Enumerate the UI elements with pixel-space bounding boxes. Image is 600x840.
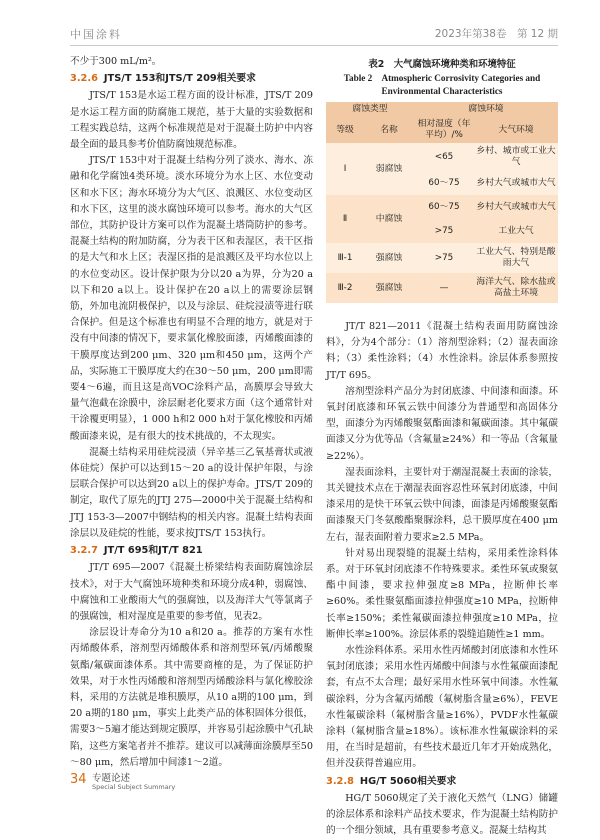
table-cell-atm: 工业大气: [474, 219, 558, 243]
table-caption-en: [326, 72, 558, 97]
table-cell-rh: 60～75: [414, 171, 474, 195]
paragraph: JTS/T 153是水运工程方面的设计标准，JTS/T 209是水运工程方面的防腐施工规范，基于大量的实验数据和工程实践总结，这两个标准规范是对于混凝土防护中内容最全面的最具参考价值防腐蚀规范标准。: [70, 90, 313, 151]
table-header-env: 腐蚀环境: [414, 102, 558, 117]
section-number: 3.2.7: [70, 545, 98, 557]
table-caption-en-line2: Environmental Characteristics: [381, 85, 503, 96]
section-title: JT/T 695和JT/T 821: [103, 545, 203, 557]
left-column: [70, 54, 313, 771]
paragraph: 湿表面涂料，主要针对于潮湿混凝土表面的涂装，其关键技术点在于潮湿表面容忍性环氧封闭底漆，中间漆采用的是快干环氧云铁中间漆，面漆是丙烯酸聚氨酯面漆聚天门冬氨酸酯聚脲涂料，总干膜厚度在400 μm左右，湿表面附着力要求≥2.5 MPa。: [326, 466, 558, 543]
section-heading-3-2-6: [70, 71, 313, 87]
header-divider: [70, 45, 558, 46]
table-cell-name: 弱腐蚀: [364, 143, 414, 195]
table-cell-atm: 工业大气、特别是酸雨大气: [474, 243, 558, 273]
page-number: 34: [70, 772, 87, 787]
paragraph: HG/T 5060规定了关于液化天然气（LNG）储罐的涂层体系和涂料产品技术要求，作为混凝土结构防护的一个细分领域，具有重要参考意义。混凝土结构其: [326, 792, 558, 837]
table-cell-rh: >75: [414, 243, 474, 273]
table-cell-rh: 60～75: [414, 195, 474, 219]
paragraph: 不少于300 mL/m²。: [70, 56, 162, 67]
table-cell-grade: Ⅱ: [326, 195, 364, 243]
section-heading-3-2-7: [70, 543, 313, 559]
table-cell-grade: Ⅲ-2: [326, 273, 364, 303]
section-title: JTS/T 153和JTS/T 209相关要求: [103, 73, 256, 85]
section-heading-3-2-8: [326, 774, 558, 790]
journal-name: 中国涂料: [70, 28, 122, 41]
table-cell-rh: —: [414, 273, 474, 303]
table-row: [326, 273, 558, 303]
corrosion-table: [326, 102, 558, 303]
section-number: 3.2.8: [326, 775, 354, 787]
table-row: [326, 195, 558, 219]
table-cell-rh: <65: [414, 143, 474, 171]
paragraph: 涂层设计寿命分为10 a和20 a。推荐的方案有水性丙烯酸体系，溶剂型丙烯酸体系和溶剂型环氧/丙烯酸聚氨酯/氟碳面漆体系。其中需要商榷的是，为了保证防护效果，对于水性丙烯酸和溶剂型丙烯酸涂料与氯化橡胶涂料，采用的方法就是堆积膜厚，从10 a期的100 μm，到20 a期的180 μm，事实上此类产品的体积固体分很低，需要3～5遍才能达到规定膜厚，并容易引起涂膜中气孔缺陷，这些方案笔者并不推荐。建议可以减薄面涂膜厚至50～80 μm，然后增加中间漆1～2道。: [70, 627, 313, 768]
table-row: [326, 143, 558, 171]
paragraph: JT/T 695—2007《混凝土桥梁结构表面防腐蚀涂层技术》，对于大气腐蚀环境种类和环境分成4种，弱腐蚀、中腐蚀和工业酸雨大气的强腐蚀，以及海洋大气等氯离子的强腐蚀，相对湿度是重要的参考值，见表2。: [70, 562, 313, 622]
corrosion-table-block: [326, 58, 558, 303]
table-cell-atm: 乡村大气或城市大气: [474, 195, 558, 219]
table-caption-en-line1: Table 2 Atmospheric Corrosivity Categories and: [343, 73, 541, 83]
table-cell-atm: 乡村大气或城市大气: [474, 171, 558, 195]
table-cell-rh: >75: [414, 219, 474, 243]
table-cell-atm: 乡村、城市或工业大气: [474, 143, 558, 171]
table-header-grade: 等级: [326, 117, 364, 143]
table-header-name: 名称: [364, 117, 414, 143]
paragraph: 溶剂型涂料产品分为封闭底漆、中间漆和面漆。环氧封闭底漆和环氧云铁中间漆分为普通型和高固体分型，面漆分为丙烯酸聚氨酯面漆和氟碳面漆。其中氟碳面漆又分为优等品（含氟量≥24%）和一等品（含氟量≥22%）。: [326, 385, 558, 462]
table-header-rh: 相对湿度（年平均）/%: [414, 117, 474, 143]
table-row: [326, 243, 558, 273]
table-cell-grade: Ⅰ: [326, 143, 364, 195]
table-header-type: 腐蚀类型: [326, 102, 414, 117]
section-title: HG/T 5060相关要求: [359, 775, 457, 787]
paragraph: JTS/T 153中对于混凝土结构分列了淡水、海水、冻融和化学腐蚀4类环境。淡水环境分为水上区、水位变动区和水下区；海水环境分为大气区、浪溅区、水位变动区和水下区，这里的淡水腐蚀环境可以参考。海水的大气区部位，其防护设计方案可以作为混凝土塔筒防护的参考。混凝土结构的附加防腐，分为表干区和表湿区，表干区指的是大气和水上区；表湿区指的是浪溅区及平均水位以上的水位变动区。设计保护限为分以20 a为界，分为20 a以下和20 a以上。设计保护在20 a以上的需要涂层钢筋，外加电流阴极保护，以及与涂层、硅烷浸渍等进行联合保护。但是这个标准也有明显不合理的地方，就是对于没有中间漆的情况下，要求氯化橡胶面漆，丙烯酸面漆的干膜厚度达到200 μm、320 μm和450 μm，这两个产品，实际施工干膜厚度大约在30～50 μm，200 μm即需要4～6遍，而且这是高VOC涂料产品，高膜厚会导致大量气泡截在涂膜中，涂层耐老化要求方面（这个通常针对干涂覆更明显），1 000 h和2 000 h对于氯化橡胶和丙烯酸面漆来说，是有很大的技术挑战的，不太现实。: [70, 155, 313, 442]
table-caption-cn: 表2 大气腐蚀环境种类和环境特征: [368, 59, 516, 70]
section-number: 3.2.6: [70, 73, 98, 85]
table-cell-name: 强腐蚀: [364, 243, 414, 273]
table-header-atm: 大气环境: [474, 117, 558, 143]
paragraph: 针对易出现裂缝的混凝土结构，采用柔性涂料体系。对于环氧封闭底漆不作特殊要求。柔性环氧或聚氨酯中间漆，要求拉伸强度≥8 MPa，拉断伸长率≥60%。柔性聚氨酯面漆拉伸强度≥10 MPa，拉断伸长率≥150%；柔性氟碳面漆拉伸强度≥10 MPa，拉断伸长率≥100%。涂层体系的裂缝追随性≥1 mm。: [326, 547, 558, 640]
table-cell-name: 强腐蚀: [364, 273, 414, 303]
section-label-en: Special Subject Summary: [92, 783, 176, 791]
paragraph: 混凝土结构采用硅烷浸渍（异辛基三乙氧基膏状或液体硅烷）保护可以达到15～20 a的设计保护年限，与涂层联合保护可以达到20 a以上的保护寿命。JTS/T 209的制定，取代了原先的JTJ 275—2000中关于混凝土结构和JTJ 153-3—2007中钢结构的相关内容。混凝土结构表面涂层以及硅烷的性能，要求按JTS/T 153执行。: [70, 446, 313, 539]
section-label-cn: 专题论述: [92, 773, 131, 784]
table-cell-name: 中腐蚀: [364, 195, 414, 243]
issue-info: 2023年第38卷 第 12 期: [434, 28, 558, 40]
table-cell-atm: 海洋大气、除水盐或高盐土环境: [474, 273, 558, 303]
table-cell-grade: Ⅲ-1: [326, 243, 364, 273]
right-column: [326, 54, 558, 840]
paragraph: 水性涂料体系。采用水性丙烯酸封闭底漆和水性环氧封闭底漆；采用水性丙烯酸中间漆与水性氟碳面漆配套，有点不太合理；最好采用水性环氧中间漆。水性氟碳涂料，分为含氟丙烯酸（氟树脂含量≥6%），FEVE水性氟碳涂料（氟树脂含量≥16%），PVDF水性氟碳涂料（氟树脂含量≥18%）。该标准水性氟碳涂料的采用，在当时是超前，有些技术最近几年才开始成熟化，但并没获得普遍应用。: [326, 645, 558, 770]
paragraph: JT/T 821—2011《混凝土结构表面用防腐蚀涂料》，分为4个部分：（1）溶剂型涂料；（2）湿表面涂料；（3）柔性涂料；（4）水性涂料。涂层体系参照按JT/T 695。: [326, 321, 558, 381]
